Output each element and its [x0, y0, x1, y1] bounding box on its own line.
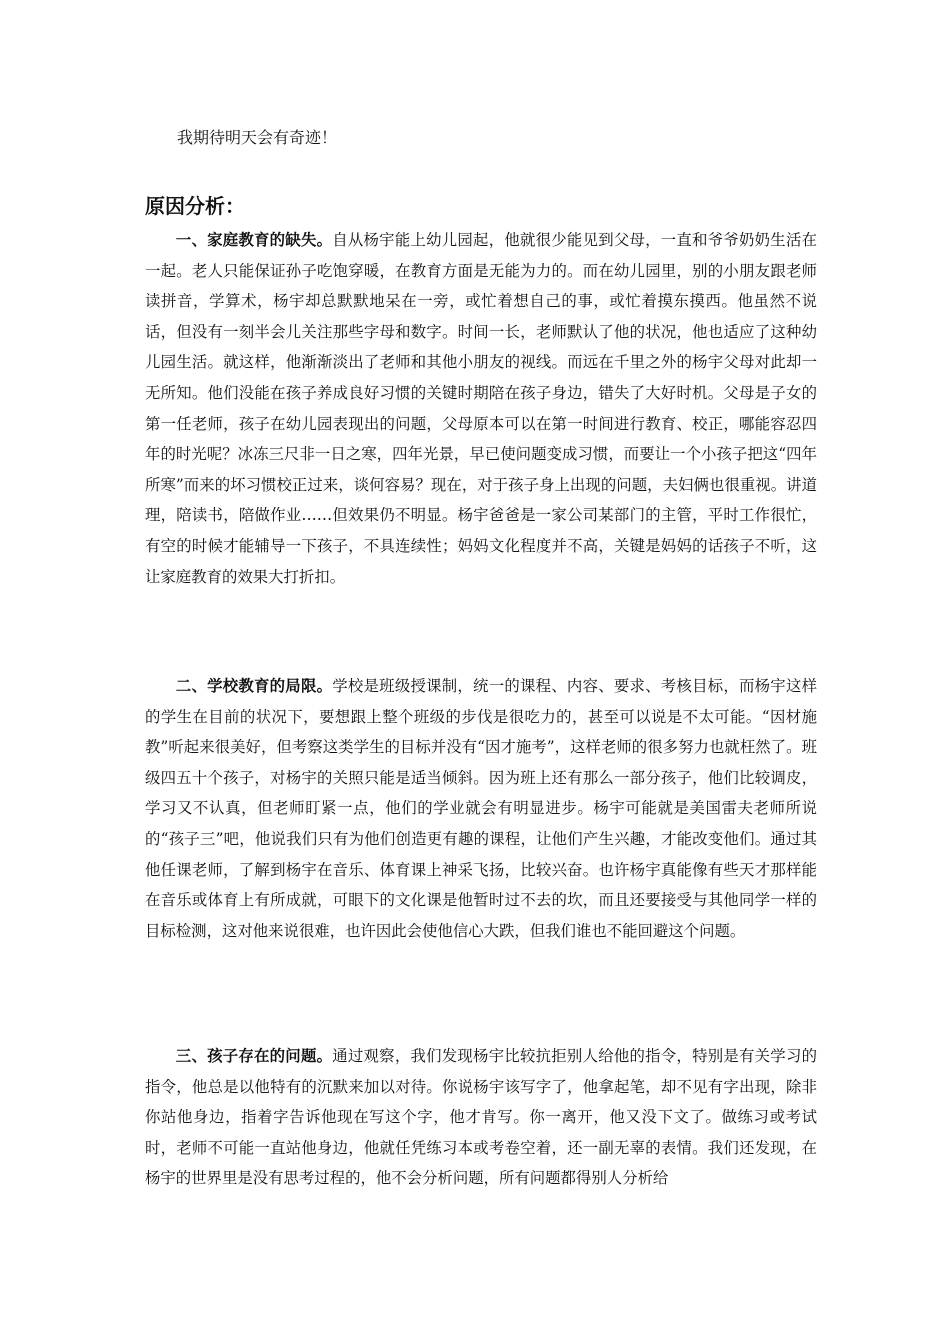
- closing-line: 我期待明天会有奇迹！: [177, 128, 338, 147]
- paragraph-body: 通过观察，我们发现杨宇比较抗拒别人给他的指令，特别是有关学习的指令，他总是以他特有的沉默来加以对待。你说杨宇该写字了，他拿起笔，却不见有字出现，除非你站他身边，指着字告诉他现在写这个字，他才肯写。你一离开，他又没下文了。做练习或考试时，老师不可能一直站他身边，他就任凭练习本或考卷空着，还一副无辜的表情。我们还发现，在杨宇的世界里是没有思考过程的，他不会分析问题，所有问题都得别人分析给: [145, 1047, 817, 1188]
- paragraph-school-education: [145, 671, 817, 946]
- paragraph-body: 自从杨宇能上幼儿园起，他就很少能见到父母，一直和爷爷奶奶生活在一起。老人只能保证孙子吃饱穿暖，在教育方面是无能为力的。而在幼儿园里，别的小朋友跟老师读拼音，学算术，杨宇却总默默地呆在一旁，或忙着想自己的事，或忙着摸东摸西。他虽然不说话，但没有一刻半会儿关注那些字母和数字。时间一长，老师默认了他的状况，他也适应了这种幼儿园生活。就这样，他渐渐淡出了老师和其他小朋友的视线。而远在千里之外的杨宇父母对此却一无所知。他们没能在孩子养成良好习惯的关键时期陪在孩子身边，错失了大好时机。父母是子女的第一任老师，孩子在幼儿园表现出的问题，父母原本可以在第一时间进行教育、校正，哪能容忍四年的时光呢？冰冻三尺非一日之寒，四年光景，早已使问题变成习惯，而要让一个小孩子把这“四年所寒”而来的坏习惯校正过来，谈何容易？现在，对于孩子身上出现的问题，夫妇俩也很重视。讲道理，陪读书，陪做作业……但效果仍不明显。杨宇爸爸是一家公司某部门的主管，平时工作很忙，有空的时候才能辅导一下孩子，不具连续性；妈妈文化程度并不高，关键是妈妈的话孩子不听，这让家庭教育的效果大打折扣。: [145, 231, 817, 586]
- paragraph-heading: 三、孩子存在的问题。: [175, 1047, 333, 1065]
- paragraph-heading: 一、家庭教育的缺失。: [175, 231, 333, 249]
- paragraph-child-problems: [145, 1041, 817, 1194]
- section-heading: 原因分析：: [145, 194, 245, 218]
- paragraph-family-education: [145, 225, 817, 592]
- paragraph-heading: 二、学校教育的局限。: [175, 677, 333, 695]
- paragraph-body: 学校是班级授课制，统一的课程、内容、要求、考核目标，而杨宇这样的学生在目前的状况下，要想跟上整个班级的步伐是很吃力的，甚至可以说是不太可能。“因材施教”听起来很美好，但考察这类学生的目标并没有“因才施考”，这样老师的很多努力也就枉然了。班级四五十个孩子，对杨宇的关照只能是适当倾斜。因为班上还有那么一部分孩子，他们比较调皮，学习又不认真，但老师盯紧一点，他们的学业就会有明显进步。杨宇可能就是美国雷夫老师所说的“孩子三”吧，他说我们只有为他们创造更有趣的课程，让他们产生兴趣，才能改变他们。通过其他任课老师，了解到杨宇在音乐、体育课上神采飞扬，比较兴奋。也许杨宇真能像有些天才那样能在音乐或体育上有所成就，可眼下的文化课是他暂时过不去的坎，而且还要接受与其他同学一样的目标检测，这对他来说很难，也许因此会使他信心大跌，但我们谁也不能回避这个问题。: [145, 677, 817, 940]
